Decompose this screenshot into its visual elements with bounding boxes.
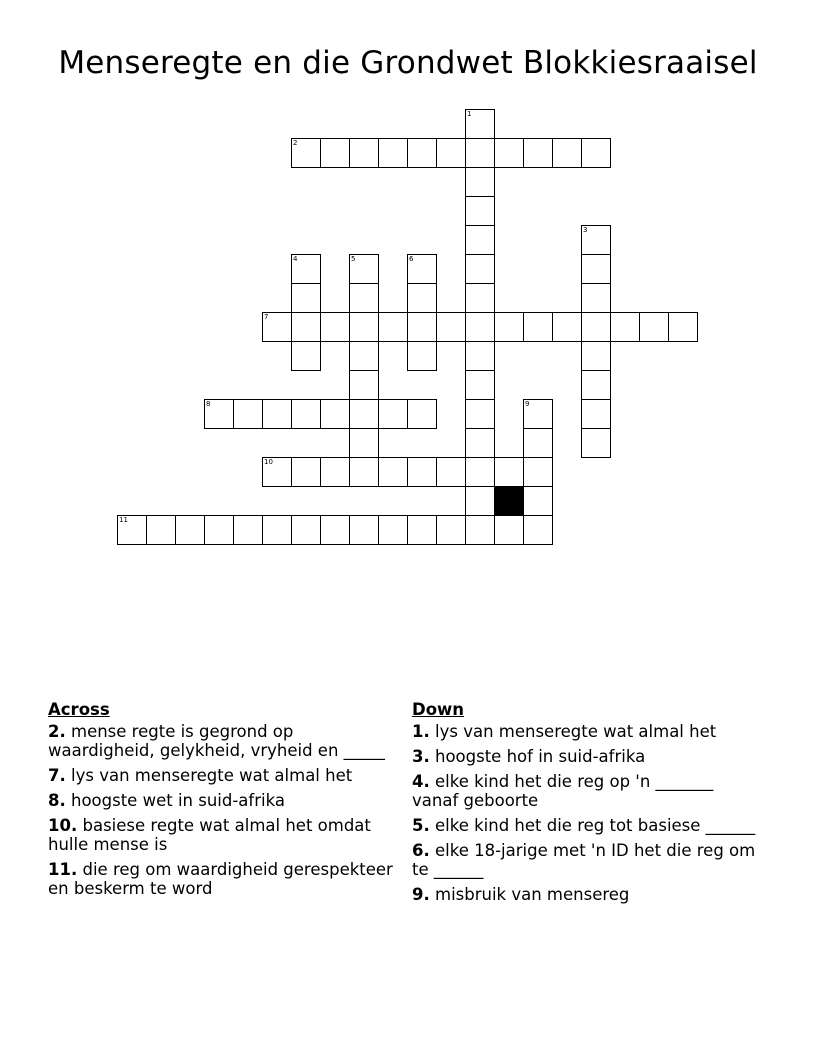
crossword-cell[interactable] — [494, 312, 524, 342]
page-title: Menseregte en die Grondwet Blokkiesraaisel — [58, 45, 758, 81]
down-clues — [412, 700, 762, 910]
crossword-cell[interactable] — [204, 515, 234, 545]
crossword-cell[interactable] — [349, 399, 379, 429]
crossword-cell[interactable] — [581, 312, 611, 342]
crossword-cell[interactable] — [407, 515, 437, 545]
crossword-cell[interactable] — [262, 399, 292, 429]
crossword-cell[interactable] — [175, 515, 205, 545]
crossword-cell[interactable] — [581, 254, 611, 284]
crossword-cell[interactable] — [146, 515, 176, 545]
crossword-cell[interactable] — [262, 312, 292, 342]
crossword-cell[interactable] — [291, 312, 321, 342]
crossword-cell[interactable] — [378, 138, 408, 168]
crossword-cell[interactable] — [407, 341, 437, 371]
crossword-cell[interactable] — [465, 196, 495, 226]
clue-text: basiese regte wat almal het omdat hulle mense is — [48, 816, 377, 854]
crossword-cell[interactable] — [581, 399, 611, 429]
clue-text: die reg om waardigheid gerespekteer en beskerm te word — [48, 860, 399, 898]
crossword-cell[interactable] — [581, 428, 611, 458]
crossword-cell[interactable] — [668, 312, 698, 342]
crossword-cell[interactable] — [523, 457, 553, 487]
clue-text: elke kind het die reg tot basiese ______ — [435, 816, 756, 835]
crossword-cell[interactable] — [407, 399, 437, 429]
crossword-cell[interactable] — [523, 312, 553, 342]
crossword-cell[interactable] — [465, 225, 495, 255]
crossword-cell[interactable] — [436, 138, 466, 168]
clue-number-label: 8. — [48, 791, 66, 810]
crossword-cell[interactable] — [349, 457, 379, 487]
crossword-cell[interactable] — [581, 283, 611, 313]
crossword-cell[interactable] — [581, 341, 611, 371]
crossword-cell[interactable] — [349, 341, 379, 371]
clue-text: elke 18-jarige met 'n ID het die reg om te ______ — [412, 841, 761, 879]
clue-number: 7 — [264, 313, 269, 321]
crossword-cell[interactable] — [494, 138, 524, 168]
crossword-cell[interactable] — [581, 138, 611, 168]
across-clue — [48, 816, 393, 854]
crossword-cell[interactable] — [465, 399, 495, 429]
crossword-cell[interactable] — [465, 138, 495, 168]
crossword-cell[interactable] — [407, 283, 437, 313]
crossword-cell[interactable] — [465, 428, 495, 458]
crossword-cell[interactable] — [262, 515, 292, 545]
clue-number-label: 4. — [412, 772, 430, 791]
crossword-cell[interactable] — [581, 225, 611, 255]
crossword-cell[interactable] — [320, 312, 350, 342]
crossword-cell[interactable] — [291, 138, 321, 168]
clue-text: hoogste hof in suid-afrika — [435, 747, 646, 766]
crossword-cell[interactable] — [407, 312, 437, 342]
crossword-cell[interactable] — [465, 312, 495, 342]
crossword-cell[interactable] — [581, 370, 611, 400]
down-clue — [412, 816, 762, 835]
clue-number: 8 — [206, 400, 211, 408]
crossword-cell[interactable] — [436, 312, 466, 342]
down-clue-list — [412, 722, 762, 904]
crossword-cell[interactable] — [291, 457, 321, 487]
down-heading: Down — [412, 700, 465, 719]
crossword-cell[interactable] — [465, 515, 495, 545]
crossword-cell[interactable] — [552, 138, 582, 168]
clue-number: 9 — [525, 400, 530, 408]
crossword-cell[interactable] — [291, 399, 321, 429]
clue-number: 10 — [264, 458, 273, 466]
clue-number: 1 — [467, 110, 472, 118]
crossword-cell[interactable] — [349, 254, 379, 284]
crossword-cell[interactable] — [465, 167, 495, 197]
crossword-cell[interactable] — [465, 283, 495, 313]
crossword-cell[interactable] — [465, 254, 495, 284]
clue-number-label: 5. — [412, 816, 430, 835]
clue-text: misbruik van mensereg — [435, 885, 630, 904]
down-clue — [412, 885, 762, 904]
crossword-cell[interactable] — [291, 254, 321, 284]
crossword-cell[interactable] — [349, 283, 379, 313]
clue-number-label: 7. — [48, 766, 66, 785]
blocked-cell — [494, 486, 524, 516]
crossword-cell[interactable] — [378, 515, 408, 545]
clue-number-label: 6. — [412, 841, 430, 860]
crossword-cell[interactable] — [349, 428, 379, 458]
down-clue — [412, 772, 762, 810]
crossword-cell[interactable] — [291, 283, 321, 313]
crossword-cell[interactable] — [465, 370, 495, 400]
down-clue — [412, 747, 762, 766]
crossword-cell[interactable] — [523, 428, 553, 458]
crossword-cell[interactable] — [117, 515, 147, 545]
crossword-cell[interactable] — [523, 399, 553, 429]
clue-number: 11 — [119, 516, 128, 524]
clue-number-label: 9. — [412, 885, 430, 904]
crossword-cell[interactable] — [523, 138, 553, 168]
clue-number: 3 — [583, 226, 588, 234]
crossword-cell[interactable] — [494, 515, 524, 545]
crossword-cell[interactable] — [320, 399, 350, 429]
clue-text: mense regte is gegrond op waardigheid, gelykheid, vryheid en _____ — [48, 722, 385, 760]
clue-number-label: 11. — [48, 860, 78, 879]
crossword-cell[interactable] — [436, 457, 466, 487]
crossword-cell[interactable] — [233, 399, 263, 429]
crossword-cell[interactable] — [436, 515, 466, 545]
clue-text: lys van menseregte wat almal het — [71, 766, 353, 785]
clue-text: lys van menseregte wat almal het — [435, 722, 717, 741]
crossword-cell[interactable] — [610, 312, 640, 342]
crossword-cell[interactable] — [639, 312, 669, 342]
crossword-cell[interactable] — [378, 457, 408, 487]
crossword-cell[interactable] — [320, 457, 350, 487]
across-clue — [48, 766, 393, 785]
across-heading: Across — [48, 700, 110, 719]
crossword-cell[interactable] — [407, 138, 437, 168]
clue-number-label: 1. — [412, 722, 430, 741]
crossword-cell[interactable] — [349, 515, 379, 545]
crossword-cell[interactable] — [291, 515, 321, 545]
across-clue — [48, 722, 393, 760]
crossword-cell[interactable] — [465, 341, 495, 371]
crossword-cell[interactable] — [552, 312, 582, 342]
crossword-cell[interactable] — [320, 515, 350, 545]
crossword-cell[interactable] — [262, 457, 292, 487]
crossword-cell[interactable] — [291, 341, 321, 371]
clue-text: elke kind het die reg op 'n _______ vanaf geboorte — [412, 772, 719, 810]
crossword-cell[interactable] — [407, 457, 437, 487]
clue-number-label: 3. — [412, 747, 430, 766]
clue-text: hoogste wet in suid-afrika — [71, 791, 285, 810]
clue-number-label: 10. — [48, 816, 78, 835]
crossword-cell[interactable] — [523, 486, 553, 516]
crossword-cell[interactable] — [494, 457, 524, 487]
crossword-cell[interactable] — [233, 515, 263, 545]
crossword-cell[interactable] — [523, 515, 553, 545]
crossword-cell[interactable] — [349, 312, 379, 342]
clue-number-label: 2. — [48, 722, 66, 741]
clue-number: 6 — [409, 255, 414, 263]
crossword-cell[interactable] — [465, 486, 495, 516]
across-clue-list — [48, 722, 399, 898]
across-clues — [48, 700, 399, 904]
crossword-cell[interactable] — [349, 138, 379, 168]
crossword-cell[interactable] — [465, 457, 495, 487]
clue-number: 2 — [293, 139, 298, 147]
crossword-cell[interactable] — [349, 370, 379, 400]
across-clue — [48, 791, 393, 810]
across-clue — [48, 860, 399, 898]
down-clue — [412, 841, 762, 879]
crossword-cell[interactable] — [407, 254, 437, 284]
down-clue — [412, 722, 762, 741]
crossword-cell[interactable] — [320, 138, 350, 168]
crossword-cell[interactable] — [378, 312, 408, 342]
clue-number: 4 — [293, 255, 298, 263]
crossword-cell[interactable] — [204, 399, 234, 429]
crossword-cell[interactable] — [378, 399, 408, 429]
crossword-cell[interactable] — [465, 109, 495, 139]
clue-number: 5 — [351, 255, 356, 263]
